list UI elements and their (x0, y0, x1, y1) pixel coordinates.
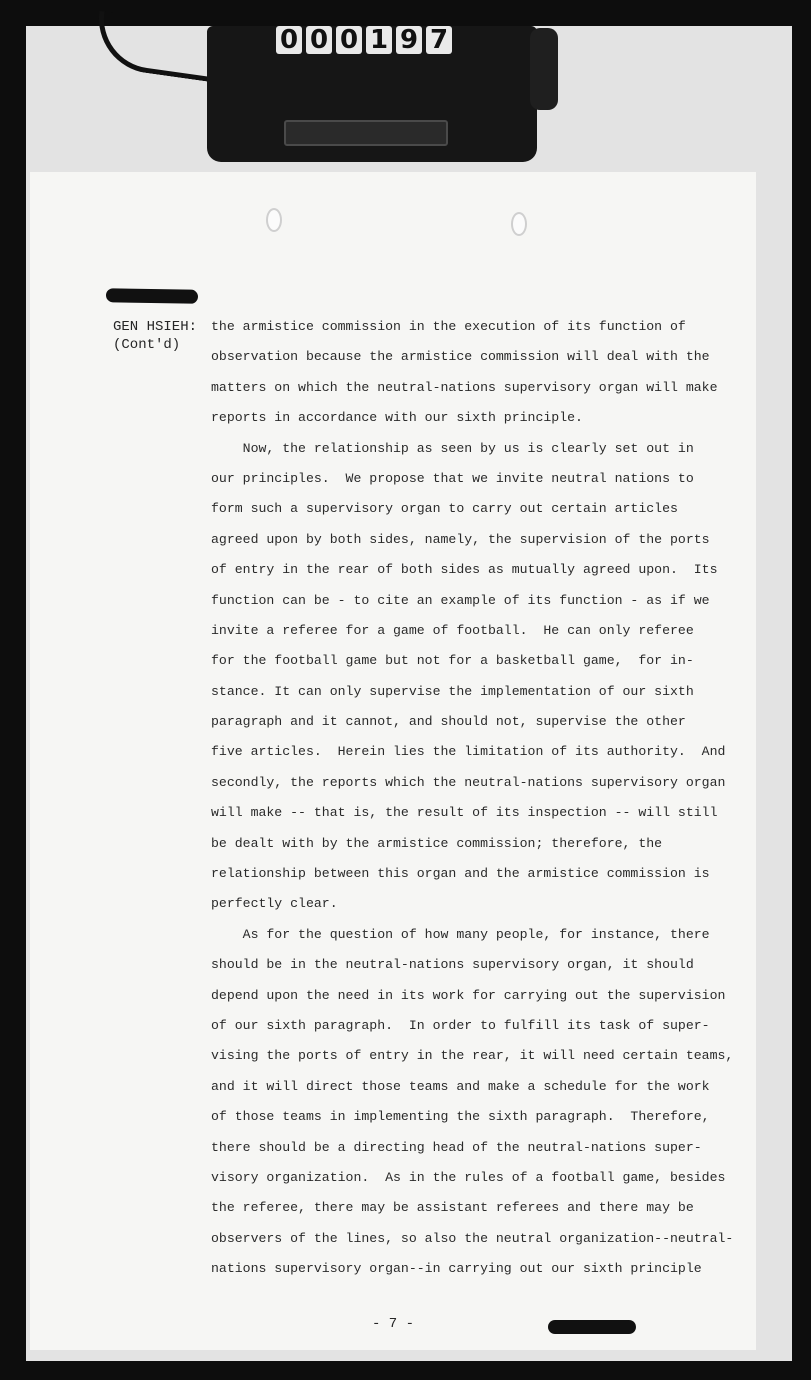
text-line: observation because the armistice commission will deal with the (211, 349, 710, 365)
text-line: Now, the relationship as seen by us is clearly set out in (211, 440, 694, 456)
text-line: paragraph and it cannot, and should not, supervise the other (211, 714, 686, 730)
text-line: should be in the neutral-nations supervisory organ, it should (211, 957, 694, 973)
redaction-mark (106, 288, 198, 304)
counter-digit: 0 (276, 26, 302, 54)
text-line: function can be - to cite an example of its function - as if we (211, 592, 710, 608)
text-line: the armistice commission in the execution of its function of (211, 319, 686, 334)
page-number: - 7 - (372, 1316, 415, 1332)
text-line: the referee, there may be assistant referees and there may be (211, 1200, 694, 1216)
text-line: will make -- that is, the result of its inspection -- will still (211, 805, 718, 821)
transcript-body (211, 312, 734, 1285)
punch-hole (266, 208, 282, 232)
text-line: As for the question of how many people, for instance, there (211, 926, 710, 942)
text-line: depend upon the need in its work for carrying out the supervision (211, 987, 726, 1003)
counter-digit: 0 (336, 26, 362, 54)
punch-hole (511, 212, 527, 236)
text-line: nations supervisory organ--in carrying out our sixth principle (211, 1261, 702, 1277)
text-line: invite a referee for a game of football. He can only referee (211, 622, 694, 638)
counter-digit: 7 (426, 26, 452, 54)
text-line: of entry in the rear of both sides as mutually agreed upon. Its (211, 562, 718, 578)
text-line: stance. It can only supervise the implementation of our sixth (211, 683, 694, 699)
text-line: and it will direct those teams and make a schedule for the work (211, 1078, 710, 1094)
redaction-mark (548, 1320, 636, 1334)
frame-counter-digits (276, 26, 452, 54)
speaker-name: GEN HSIEH: (113, 319, 198, 335)
counter-digit: 1 (366, 26, 392, 54)
text-line: of those teams in implementing the sixth paragraph. Therefore, (211, 1109, 710, 1125)
text-line: visory organization. As in the rules of a football game, besides (211, 1169, 726, 1185)
text-line: secondly, the reports which the neutral-nations supervisory organ (211, 774, 726, 790)
text-line: perfectly clear. (211, 896, 338, 912)
text-line: vising the ports of entry in the rear, it will need certain teams, (211, 1048, 734, 1064)
text-line: agreed upon by both sides, namely, the supervision of the ports (211, 531, 710, 547)
text-line: there should be a directing head of the neutral-nations super- (211, 1139, 702, 1155)
counter-digit: 9 (396, 26, 422, 54)
text-line: observers of the lines, so also the neutral organization--neutral- (211, 1230, 734, 1246)
text-line: for the football game but not for a basketball game, for in- (211, 653, 694, 669)
speaker-continued: (Cont'd) (113, 337, 181, 353)
text-line: form such a supervisory organ to carry out certain articles (211, 501, 678, 517)
speaker-label (113, 318, 197, 354)
text-line: reports in accordance with our sixth principle. (211, 410, 583, 426)
text-line: five articles. Herein lies the limitation of its authority. And (211, 744, 726, 760)
counter-nameplate (284, 120, 448, 146)
text-line: matters on which the neutral-nations supervisory organ will make (211, 379, 718, 395)
text-line: relationship between this organ and the armistice commission is (211, 866, 710, 882)
counter-digit: 0 (306, 26, 332, 54)
counter-knob (530, 28, 558, 110)
text-line: be dealt with by the armistice commission; therefore, the (211, 835, 663, 851)
text-line: of our sixth paragraph. In order to fulfill its task of super- (211, 1017, 710, 1033)
text-line: our principles. We propose that we invite neutral nations to (211, 470, 694, 486)
